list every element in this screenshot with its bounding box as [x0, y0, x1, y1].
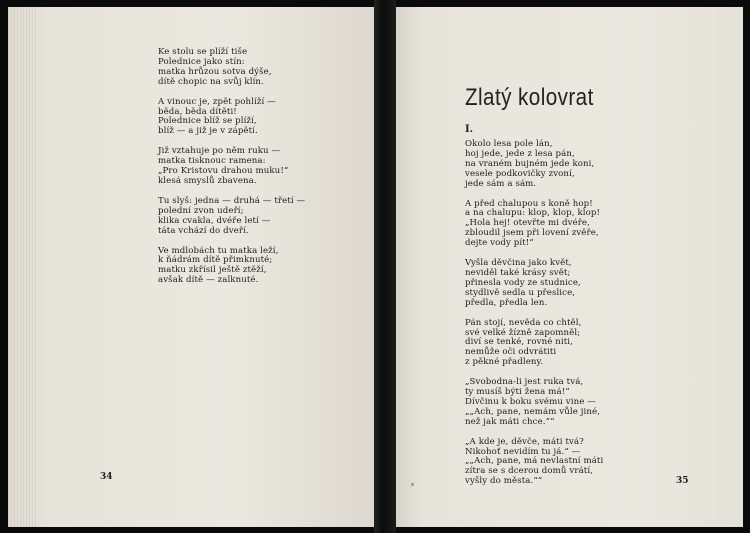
stanza	[158, 98, 305, 138]
verse-line: hoj jede, jede z lesa pán,	[465, 148, 575, 159]
verse-line: neviděl také krásy svět;	[465, 267, 571, 278]
verse-line: diví se tenké, rovné niti,	[465, 337, 573, 348]
verse-line: blíž — a již je v zápětí.	[158, 126, 258, 137]
verse-line: Tu slyš: jedna — druhá — třetí —	[158, 195, 306, 206]
verse-line: vyšly do města.““	[465, 476, 543, 487]
verse-line: Okolo lesa pole lán,	[465, 139, 553, 149]
book-gutter	[374, 0, 396, 533]
stanza	[158, 48, 305, 88]
verse-line: avšak dítě — zalknuté.	[158, 275, 259, 286]
verse-line: A před chalupou s koně hop!	[465, 198, 593, 209]
stanza	[465, 319, 603, 369]
stanza	[465, 140, 603, 190]
stanza	[465, 378, 603, 428]
stanza	[465, 200, 603, 250]
stanza	[158, 147, 305, 187]
verse-line: předla, předla len.	[465, 297, 548, 308]
verse-line: Polednice blíž se plíží,	[158, 116, 257, 127]
verse-line: „A kde je, děvče, máti tvá?	[465, 436, 584, 447]
verse-line: táta vchází do dveří.	[158, 225, 249, 236]
verse-line: nemůže oči odvrátiti	[465, 347, 557, 358]
verse-line: zbloudil jsem při lovení zvěře,	[465, 228, 599, 239]
verse-line: jede sám a sám.	[465, 178, 537, 189]
poem-title: Zlatý kolovrat	[465, 84, 594, 111]
verse-line: „„Ach, pane, má nevlastní máti	[465, 456, 604, 467]
verse-line: klika cvakla, dvéře letí —	[158, 215, 271, 226]
verse-line: Nikohoť nevidím tu já.“ —	[465, 446, 581, 457]
verse-line: k ňádrám dítě přimknuté;	[158, 255, 273, 266]
paper-speck	[411, 483, 414, 486]
verse-line: dítě chopic na svůj klín.	[158, 76, 264, 87]
verse-line: dejte vody pít!“	[465, 238, 534, 249]
verse-line: přinesla vody ze studnice,	[465, 277, 581, 288]
verse-line: vesele podkovičky zvoní,	[465, 168, 575, 179]
verse-line: Polednice jako stín:	[158, 56, 245, 67]
verse-line: Již vztahuje po něm ruku —	[158, 146, 281, 157]
verse-line: polední zvon udeří;	[158, 205, 244, 216]
verse-line: na vraném bujném jede koni,	[465, 158, 595, 169]
verse-line: Ve mdlobách tu matka leží,	[158, 245, 279, 256]
verse-line: „Pro Kristovu drahou muku!“	[158, 166, 289, 177]
verse-line: Ke stolu se plíží tiše	[158, 47, 248, 57]
verse-line: „Svobodna-li jest ruka tvá,	[465, 377, 584, 388]
verse-line: A vinouc je, zpět pohlíží —	[158, 96, 276, 107]
verse-line: stydlivě sedla u přeslice,	[465, 287, 576, 298]
verse-line: zítra se s dcerou domů vrátí,	[465, 466, 594, 477]
verse-line: a na chalupu: klop, klop, klop!	[465, 208, 601, 219]
verse-line: běda, běda dítěti!	[158, 106, 237, 117]
right-poem-text	[465, 140, 603, 497]
page-number-left: 34	[100, 472, 113, 482]
verse-line: matka tisknouc ramena:	[158, 156, 266, 167]
stanza	[465, 438, 603, 488]
stanza	[158, 197, 305, 237]
verse-line: než jak máti chce.““	[465, 416, 555, 427]
verse-line: matku zkřísil ještě ztěží,	[158, 265, 267, 276]
verse-line: Vyšla děvčina jako květ,	[465, 258, 572, 269]
verse-line: klesá smyslů zbavena.	[158, 175, 257, 186]
section-number: I.	[465, 124, 474, 135]
verse-line: ty musíš býti žena má!“	[465, 387, 570, 398]
left-poem-text	[158, 48, 305, 296]
verse-line: „Hola hej! otevřte mi dvéře,	[465, 218, 590, 229]
verse-line: z pěkné přadleny.	[465, 357, 544, 368]
stanza	[465, 259, 603, 309]
verse-line: matka hrůzou sotva dýše,	[158, 66, 272, 77]
verse-line: své velké žízně zapomněl;	[465, 327, 581, 338]
verse-line: Pán stojí, nevěda co chtěl,	[465, 317, 582, 328]
page-edges	[8, 7, 38, 527]
verse-line: Dívčinu k boku svému vine —	[465, 396, 596, 407]
verse-line: „„Ach, pane, nemám vůle jiné,	[465, 406, 601, 417]
stanza	[158, 247, 305, 287]
page-number-right: 35	[676, 476, 689, 486]
